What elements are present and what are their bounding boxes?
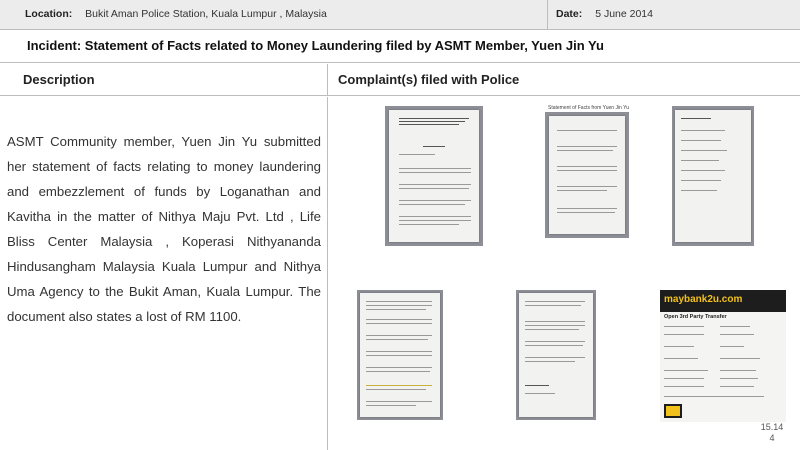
transfer-heading: Open 3rd Party Transfer	[664, 314, 727, 320]
document-photo-4	[357, 290, 443, 420]
date-label: Date:	[556, 8, 583, 20]
description-text: ASMT Community member, Yuen Jin Yu submitted her statement of facts relating to money laundering and embezzlement of funds by Loganathan and Kavitha in the matter of Nithya Maju Pvt. Ltd , Life Bliss Center Malaysia , Koperasi Nithyananda Hindusangham Malaysia Kuala Lumpur and Nithya Uma Agency to the Bukit Aman, Kuala Lumpur. The document also states a lost of RM 1100.	[7, 134, 321, 324]
location-label: Location:	[25, 8, 73, 20]
description-header: Description	[0, 64, 328, 96]
maybank-logo: maybank2u.com	[664, 294, 743, 305]
location-cell	[0, 0, 548, 30]
meta-row	[0, 0, 800, 30]
document-photo-1	[385, 106, 483, 246]
location-value: Bukit Aman Police Station, Kuala Lumpur , Malaysia	[85, 8, 327, 20]
date-cell	[548, 0, 800, 30]
document-photo-2	[545, 112, 629, 238]
complaints-header: Complaint(s) filed with Police	[338, 72, 520, 87]
column-headers	[0, 64, 800, 96]
maybank-badge-icon	[664, 404, 682, 418]
description-cell	[0, 97, 328, 450]
date-value: 5 June 2014	[595, 8, 653, 20]
incident-title: Incident: Statement of Facts related to Money Laundering filed by ASMT Member, Yuen Jin Yu	[0, 31, 800, 63]
document-photo-5	[516, 290, 596, 420]
document-caption: Statement of Facts from Yuen Jin Yu	[548, 105, 629, 111]
document-photo-3	[672, 106, 754, 246]
bank-transfer-photo	[660, 290, 786, 422]
page-number: 15.14 4	[760, 422, 784, 443]
